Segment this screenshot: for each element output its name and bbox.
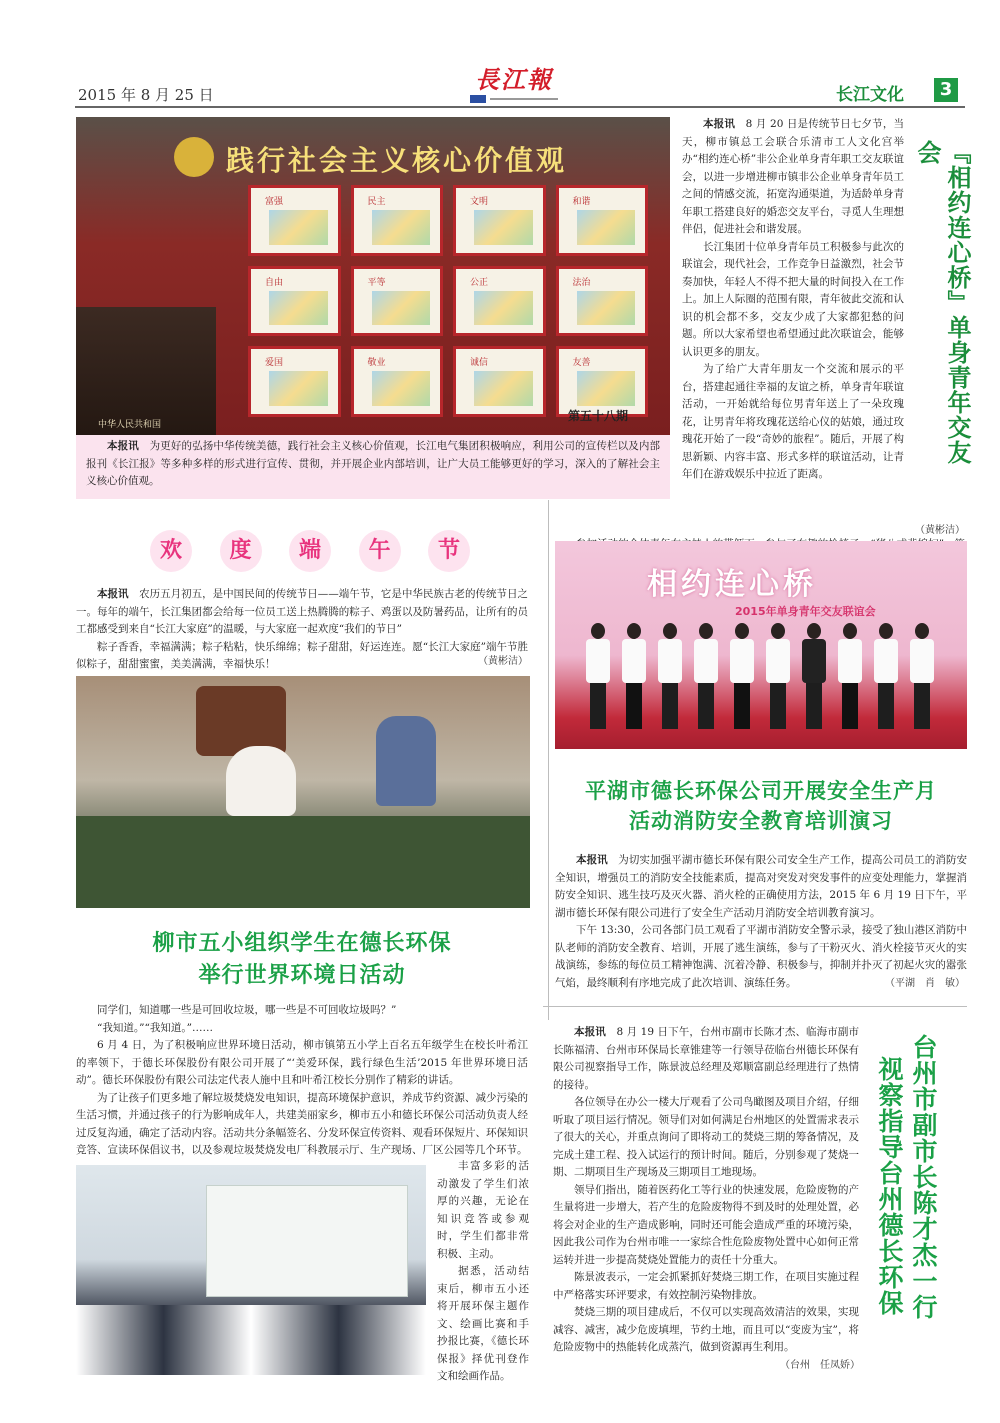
person-figure bbox=[873, 623, 899, 733]
person-legs bbox=[734, 683, 750, 729]
fire-title-line1: 平湖市德长环保公司开展安全生产月 bbox=[585, 779, 937, 803]
lead-label: 本报讯 bbox=[574, 1026, 606, 1038]
value-card-illustration bbox=[269, 291, 328, 326]
paragraph bbox=[76, 1090, 528, 1160]
paragraph-text: 长江集团十位单身青年员工积极参与此次的联谊会，现代社会，工作竞争日益激烈，社会节奏加快，年轻人不得不把大量的时间投入在工作上。加上人际圈的范围有限，青年彼此交流和认识的机会都不多，交友少成了大家都犯愁的问题。所以大家希望也希望通过此次联谊会，能够认识更多的朋友。 bbox=[682, 240, 904, 358]
person-head bbox=[627, 623, 641, 639]
side-paragraph: 丰富多彩的活动激发了学生们浓厚的兴趣，无论在知识竞答或参观时，学生们都非常积极、主动。 bbox=[437, 1160, 529, 1260]
fire-title bbox=[555, 776, 967, 836]
paragraph-text: 农历五月初五，是中国民间的传统节日——端午节，它是中华民族古老的传统节日之一。每年的端午，长江集团都会给每一位员工送上热腾腾的粽子、鸡蛋以及防暑药品，让所有的员工都感受到来自“长江大家庭”的温暖，与大家庭一起欢度“我们的节日” bbox=[76, 588, 529, 635]
value-card-label: 民主 bbox=[367, 197, 386, 207]
value-card-label: 法治 bbox=[572, 277, 591, 288]
person-figure bbox=[621, 623, 647, 733]
duanwu-title-char: 午 bbox=[359, 530, 401, 572]
gate-silhouette bbox=[76, 307, 216, 435]
lianxin-byline: （黄彬洁） bbox=[915, 525, 965, 536]
paragraph bbox=[76, 1020, 528, 1038]
person-body bbox=[838, 639, 862, 683]
party-banner-line1: 相约连心桥 bbox=[647, 567, 817, 602]
person-head bbox=[915, 623, 929, 639]
school-visit-photo bbox=[76, 1165, 426, 1375]
person-head bbox=[699, 623, 713, 639]
exhibit-wall-shape bbox=[206, 1185, 408, 1297]
lead-label: 本报讯 bbox=[97, 588, 129, 600]
paragraph bbox=[682, 361, 904, 484]
logo-text: 長江報 bbox=[475, 65, 553, 94]
value-card bbox=[351, 346, 444, 417]
paragraph-text: 为切实加强平湖市德长环保有限公司安全生产工作，提高公司员工的消防安全知识，增强员工的消防安全技能素质，提高对突发对突发事件的应变处理能力，掌握消防安全知识、逃生技巧及灭火器、消火栓的正确使用方法，2015 年 6 月 19 日下午，平湖市德长环保有限公司进行了安全生产活动月消防安全培训教育演习。 bbox=[555, 854, 968, 919]
value-card bbox=[351, 266, 444, 337]
lead-label: 本报讯 bbox=[576, 854, 608, 866]
value-card-label: 敬业 bbox=[367, 358, 386, 369]
person-legs bbox=[590, 683, 606, 729]
fire-title-line2: 活动消防安全教育培训演习 bbox=[629, 809, 893, 833]
paragraph-text: 下午 13:30，公司各部门员工观看了平湖市消防安全警示录，接受了独山港区消防中队老师的消防安全教育、培训，开展了逃生演练，参与了干粉灭火、消火栓接节灭火的实战演练，参练的每位员工精神饱满、沉着冷静、积极参与，抑制并扑灭了初起火灾的嚣张气焰，最终顺利有序地完成了此次培训、演练任务。 bbox=[555, 924, 967, 989]
footer-plaque: 中华人民共和国 bbox=[98, 420, 162, 430]
value-card-illustration bbox=[577, 371, 636, 406]
values-grid bbox=[248, 185, 648, 417]
person-figure bbox=[729, 623, 755, 733]
value-card-illustration bbox=[474, 291, 533, 326]
person-body bbox=[694, 639, 718, 683]
fire-body bbox=[555, 852, 967, 992]
paragraph-text: 为了让孩子们更多地了解垃圾焚烧发电知识，提高环境保护意识，养成节约资源、减少污染的生活习惯，并通过孩子的行为影响成年人，共建美丽家乡，柳市五小和德长环保公司活动负责人经过反复沟通，确定了活动内容。活动共分条幅签名、分发环保宣传资料、观看环保短片、环保知识竞答、宣读环保倡议书，以及参观垃圾焚烧发电厂科教展示厅、生产现场、厂区公园等几个环节。 bbox=[76, 1091, 528, 1156]
header-date: 2015 年 8 月 25 日 bbox=[78, 86, 214, 104]
value-card-illustration bbox=[474, 371, 533, 406]
duanwu-title bbox=[150, 530, 470, 570]
person-legs bbox=[770, 683, 786, 729]
values-board-photo bbox=[76, 117, 670, 435]
value-card-illustration bbox=[372, 291, 431, 326]
issue-corner-text: 第五十八期 bbox=[568, 409, 629, 423]
paragraph-text: 领导们指出，随着医药化工等行业的快速发展，危险废物的产生量将进一步增大，若产生的危险废物得不到及时的处理处置，必将会对企业的生产造成影响，同时还可能会造成严重的环境污染，因此我公司作为台州市唯一一家综合性危险废物处置中心如何正常运转并进一步提高焚烧处置能力的责任十分重大。 bbox=[553, 1183, 859, 1266]
person-head bbox=[843, 623, 857, 639]
value-card-illustration bbox=[372, 371, 431, 406]
paragraph-text: 8 月 19 日下午，台州市副市长陈才杰、临海市副市长陈福清、台州市环保局长章锥建等一行领导莅临台州德长环保有限公司视察指导工作，陈景波总经理及郑顺富副总经理进行了热情的接待。 bbox=[553, 1026, 860, 1091]
worker-figure-shape bbox=[226, 746, 296, 816]
page-number: 3 bbox=[934, 78, 958, 102]
value-card bbox=[556, 266, 649, 337]
duanwu-title-char: 端 bbox=[289, 530, 331, 572]
value-card bbox=[248, 346, 341, 417]
paragraph-text: 为了给广大青年朋友一个交流和展示的平台，搭建起通往幸福的友谊之桥，单身青年联谊活动，一开始就给每位男青年送上了一朵玫瑰花，让男青年将玫瑰花送给心仪的姑娘，通过玫瑰花开始了一段“奇妙的旅程”。随后，开展了构思新颖、内容丰富、形式多样的联谊活动，让青年们在游戏娱乐中拉近了距离。 bbox=[682, 363, 904, 480]
paragraph bbox=[76, 586, 528, 639]
person-body bbox=[730, 639, 754, 683]
party-banner-line2: 2015年单身青年交友联谊会 bbox=[735, 605, 876, 618]
paragraph-text: 各位领导在办公一楼大厅观看了公司鸟瞰图及项目介绍，仔细听取了项目运行情况。领导们对如何满足台州地区的处置需求表示了很大的关心，并重点询问了即将动工的焚烧三期的筹备情况，及完成土建工程、投入试运行的预计时间。随后，分别参观了焚烧一期、二期项目生产现场及三期项目工地现场。 bbox=[553, 1096, 859, 1178]
paragraph bbox=[555, 852, 967, 922]
paragraph bbox=[682, 239, 904, 362]
fire-bottom-rule bbox=[543, 1006, 967, 1007]
taizhou-byline: （台州 任凤娇） bbox=[780, 1360, 860, 1371]
person-head bbox=[771, 623, 785, 639]
value-card-label: 诚信 bbox=[470, 358, 489, 369]
value-card-illustration bbox=[474, 210, 533, 245]
office-chair-shape bbox=[196, 686, 286, 756]
dumpling-pile-shape bbox=[76, 816, 530, 908]
person-legs bbox=[698, 683, 714, 729]
header-rule bbox=[75, 106, 965, 108]
person-figure bbox=[585, 623, 611, 733]
school-title-line2: 举行世界环境日活动 bbox=[198, 963, 406, 988]
value-card-label: 自由 bbox=[265, 277, 284, 288]
group-people-shape bbox=[585, 623, 945, 733]
party-emblem-icon bbox=[174, 137, 214, 177]
value-card-label: 公正 bbox=[470, 277, 489, 288]
fire-byline: （平湖 肖 敏） bbox=[885, 978, 965, 989]
value-card bbox=[248, 266, 341, 337]
paragraph bbox=[553, 1269, 859, 1304]
person-body bbox=[622, 639, 646, 683]
lianxin-divider bbox=[548, 500, 549, 1020]
person-figure bbox=[657, 623, 683, 733]
paragraph-text: “我知道。”“我知道。”…… bbox=[97, 1021, 213, 1034]
paragraph-text: 陈景波表示，一定会抓紧抓好焚烧三期工作，在项目实施过程中严格落实环评要求，有效控制污染物排放。 bbox=[553, 1271, 859, 1301]
value-card-illustration bbox=[269, 210, 328, 245]
value-card-label: 友善 bbox=[572, 358, 591, 369]
dumpling-distribution-photo bbox=[76, 676, 530, 908]
paragraph bbox=[553, 1182, 859, 1270]
value-card-label: 文明 bbox=[470, 197, 489, 207]
school-side-body bbox=[437, 1158, 529, 1386]
paragraph-text: 粽子香香，幸福满满；粽子粘粘，快乐绵绵；粽子甜甜，好运连连。愿“长江大家庭”端午节胜似粽子，甜甜蜜蜜，美美满满，幸福快乐！ bbox=[76, 640, 528, 670]
person-head bbox=[807, 623, 821, 639]
person-body bbox=[802, 639, 826, 683]
logo-emblem bbox=[470, 95, 486, 103]
lead-label: 本报讯 bbox=[703, 118, 735, 130]
person-body bbox=[586, 639, 610, 683]
person-head bbox=[735, 623, 749, 639]
duanwu-title-char: 欢 bbox=[150, 530, 192, 572]
caption-text: 为更好的弘扬中华传统美德，践行社会主义核心价值观，长江电气集团积极响应，利用公司的宣传栏以及内部报刊《长江报》等多种多样的形式进行宣传、贯彻，并开展企业内部培训，让广大员工能够更好的学习，深入的了解社会主义核心价值观。 bbox=[86, 440, 661, 487]
person-body bbox=[910, 639, 934, 683]
side-paragraph: 据悉，活动结束后，柳市五小还将开展环保主题作文、绘画比赛和手抄报比赛，《德长环保报》择优刊登作文和绘画作品。 bbox=[437, 1265, 529, 1382]
person-figure bbox=[801, 623, 827, 733]
taizhou-title bbox=[872, 1034, 940, 1374]
person-figure bbox=[837, 623, 863, 733]
party-group-photo bbox=[555, 541, 967, 749]
taizhou-title-line2: 视察指导台州德长环保 bbox=[875, 1056, 904, 1316]
officer-figure-shape bbox=[376, 716, 436, 806]
value-card-label: 爱国 bbox=[265, 358, 284, 369]
duanwu-title-char: 节 bbox=[428, 530, 470, 572]
person-legs bbox=[626, 683, 642, 729]
caption-lead: 本报讯 bbox=[107, 440, 139, 452]
paragraph-text: 焚烧三期的项目建成后，不仅可以实现高效清洁的效果，实现减容、减害，减少危废填埋，节约土地，而且可以“变废为宝”，将危险废物中的热能转化成蒸汽，做到资源再生利用。 bbox=[553, 1306, 859, 1353]
person-legs bbox=[806, 683, 822, 729]
value-card-illustration bbox=[577, 210, 636, 245]
value-card bbox=[453, 266, 546, 337]
school-title-line1: 柳市五小组织学生在德长环保 bbox=[152, 931, 452, 956]
taizhou-title-line1: 台州市副市长陈才杰一行 bbox=[909, 1034, 938, 1320]
person-body bbox=[766, 639, 790, 683]
lianxin-title: 『相约连心桥』单身青年交友会 bbox=[913, 140, 971, 465]
value-card bbox=[453, 346, 546, 417]
duanwu-byline: （黄彬洁） bbox=[478, 656, 528, 667]
taizhou-body bbox=[553, 1024, 859, 1357]
person-legs bbox=[878, 683, 894, 729]
person-body bbox=[658, 639, 682, 683]
value-card bbox=[248, 185, 341, 256]
masthead-logo bbox=[466, 66, 562, 106]
person-legs bbox=[842, 683, 858, 729]
paragraph bbox=[553, 1024, 859, 1094]
paragraph bbox=[76, 1002, 528, 1020]
paragraph-text: 6 月 4 日，为了积极响应世界环境日活动，柳市镇第五小学上百名五年级学生在校长叶希江的率领下，于德长环保股份有限公司开展了“‘美爱环保，践行绿色生活’2015 年世界环境日活动”。德长环保股份有限公司法定代表人施中且和叶希江校长分别作了精彩的讲话。 bbox=[76, 1039, 528, 1086]
lianxin-body bbox=[682, 116, 904, 484]
school-body bbox=[76, 1002, 528, 1160]
person-head bbox=[879, 623, 893, 639]
value-card-label: 富强 bbox=[265, 197, 284, 207]
value-card-label: 平等 bbox=[367, 277, 386, 288]
person-figure bbox=[693, 623, 719, 733]
paragraph-text: 8 月 20 日是传统节日七夕节，当天，柳市镇总工会联合乐清市工人文化宫举办“相约连心桥”非公企业单身青年职工交友联谊会，以进一步增进柳市镇非公企业单身青年员工之间的情感交流，拓宽沟通渠道，为适龄单身青年职工搭建良好的婚恋交友平台，寻觅人生理想伴侣，促进社会和谐发展。 bbox=[682, 118, 905, 235]
person-legs bbox=[662, 683, 678, 729]
students-group-shape bbox=[76, 1305, 426, 1375]
values-caption bbox=[76, 435, 670, 499]
value-card-illustration bbox=[577, 291, 636, 326]
paragraph bbox=[76, 1037, 528, 1090]
person-figure bbox=[765, 623, 791, 733]
school-title bbox=[76, 928, 528, 992]
section-name: 长江文化 bbox=[836, 85, 904, 105]
value-card bbox=[556, 185, 649, 256]
values-banner: 践行社会主义核心价值观 bbox=[226, 144, 568, 177]
person-head bbox=[591, 623, 605, 639]
value-card-illustration bbox=[269, 371, 328, 406]
person-head bbox=[663, 623, 677, 639]
value-card-label: 和谐 bbox=[572, 197, 591, 207]
person-body bbox=[874, 639, 898, 683]
person-legs bbox=[914, 683, 930, 729]
value-card bbox=[351, 185, 444, 256]
duanwu-title-char: 度 bbox=[220, 530, 262, 572]
value-card-illustration bbox=[372, 210, 431, 245]
paragraph bbox=[682, 116, 904, 239]
logo-underline bbox=[490, 98, 558, 100]
person-figure bbox=[909, 623, 935, 733]
paragraph bbox=[553, 1094, 859, 1182]
paragraph-text: 同学们，知道哪一些是可回收垃圾，哪一些是不可回收垃圾吗？” bbox=[97, 1004, 397, 1016]
value-card bbox=[453, 185, 546, 256]
paragraph bbox=[553, 1304, 859, 1357]
